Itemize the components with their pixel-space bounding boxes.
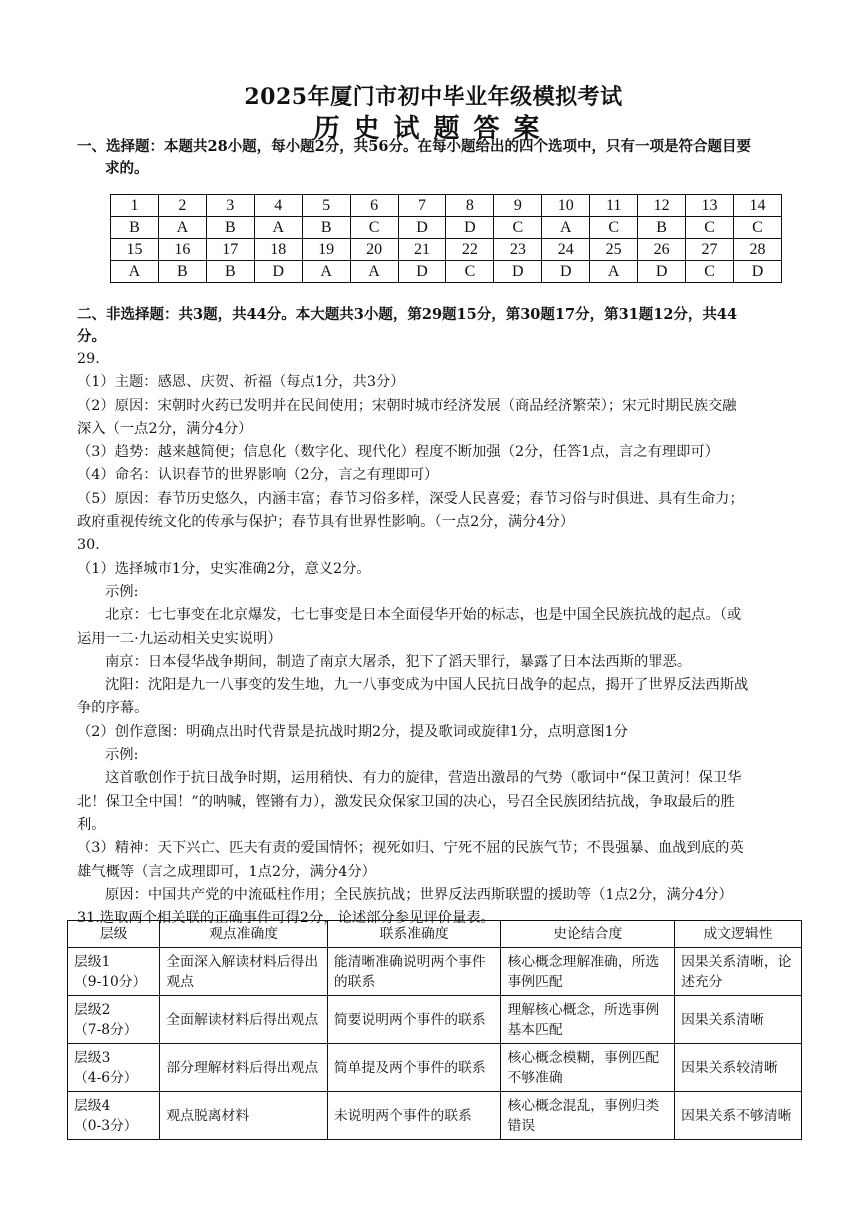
rubric-criteria-cell: 全面深入解读材料后得出观点: [160, 948, 328, 996]
question-number-cell: 18: [254, 239, 302, 261]
answer-letter-cell: B: [302, 217, 350, 239]
answer-letter-cell: C: [446, 261, 494, 283]
answer-letter-cell: A: [254, 217, 302, 239]
rubric-criteria-cell: 简要说明两个事件的联系: [327, 996, 501, 1044]
answer-letter-cell: A: [350, 261, 398, 283]
question-number-cell: 14: [733, 195, 781, 217]
answer-letter-cell: D: [254, 261, 302, 283]
answer-line: （1）选择城市1分，史实准确2分，意义2分。: [77, 560, 371, 577]
rubric-level-cell: 层级1 （9-10分）: [68, 948, 160, 996]
answer-letter-cell: C: [686, 217, 734, 239]
exam-title: 2025年厦门市初中毕业年级模拟考试: [244, 84, 623, 110]
answer-letter-cell: A: [590, 261, 638, 283]
question-number-cell: 21: [398, 239, 446, 261]
question-number-cell: 20: [350, 239, 398, 261]
answer-letter-cell: B: [158, 261, 206, 283]
choice-answer-table: [110, 194, 782, 283]
question-number-cell: 13: [686, 195, 734, 217]
question-number-cell: 16: [158, 239, 206, 261]
answer-line: 北！保卫全中国！”的呐喊，铿锵有力），激发民众保家卫国的决心，号召全民族团结抗战，争取最后的胜: [77, 793, 735, 810]
rubric-criteria-cell: 因果关系清晰，论述充分: [675, 948, 802, 996]
section2-heading: [77, 304, 797, 348]
answer-letter-cell: B: [206, 261, 254, 283]
answer-line: 29.: [77, 351, 100, 367]
question-number-cell: 6: [350, 195, 398, 217]
rubric-level-cell: 层级3 （4-6分）: [68, 1044, 160, 1092]
answer-line: 争的序幕。: [77, 700, 149, 717]
answer-line: （3）趋势：越来越简便；信息化（数字化、现代化）程度不断加强（2分，任答1点，言之有理即可）: [77, 444, 720, 461]
section1-heading: [77, 136, 797, 180]
answer-letter-cell: A: [111, 261, 159, 283]
answer-line: 31.选取两个相关联的正确事件可得2分，论述部分参见评价量表。: [77, 910, 495, 927]
question-number-cell: 12: [638, 195, 686, 217]
answer-letter-cell: B: [111, 217, 159, 239]
answer-letter-cell: B: [206, 217, 254, 239]
rubric-row: [68, 1044, 802, 1092]
answer-letter-row: [111, 217, 782, 239]
answer-line: 原因：中国共产党的中流砥柱作用；全民族抗战；世界反法西斯联盟的援助等（1点2分，满分4分）: [105, 886, 733, 903]
answer-line: 政府重视传统文化的传承与保护；春节具有世界性影响。（一点2分，满分4分）: [77, 514, 575, 531]
rubric-row: [68, 948, 802, 996]
answer-line: 雄气概等（言之成理即可，1点2分，满分4分）: [77, 863, 376, 880]
answer-letter-cell: A: [302, 261, 350, 283]
rubric-criteria-cell: 核心概念混乱，事例归类错误: [501, 1092, 675, 1140]
answer-line: 30.: [77, 537, 100, 554]
question-number-row: [111, 195, 782, 217]
section2-heading-line1: 二、非选择题：共3题，共44分。本大题共3小题，第29题15分，第30题17分，第31题12分，共44: [77, 306, 738, 323]
rubric-criteria-cell: 能清晰准确说明两个事件的联系: [327, 948, 501, 996]
answer-line: 示例:: [105, 747, 139, 764]
answer-line: 深入（一点2分，满分4分）: [77, 420, 253, 437]
rubric-criteria-cell: 全面解读材料后得出观点: [160, 996, 328, 1044]
rubric-header-cell: 成文逻辑性: [675, 921, 802, 948]
question-number-cell: 2: [158, 195, 206, 217]
question-number-cell: 28: [733, 239, 781, 261]
question-number-cell: 26: [638, 239, 686, 261]
question-number-cell: 9: [494, 195, 542, 217]
rubric-header-row: [68, 921, 802, 948]
answer-letter-cell: D: [733, 261, 781, 283]
answer-letter-cell: D: [398, 217, 446, 239]
rubric-header-cell: 史论结合度: [501, 921, 675, 948]
answer-line: 南京：日本侵华战争期间，制造了南京大屠杀，犯下了滔天罪行，暴露了日本法西斯的罪恶。: [105, 653, 692, 670]
answer-letter-row: [111, 261, 782, 283]
answer-body-text: [77, 348, 799, 930]
rubric-row: [68, 996, 802, 1044]
question-number-cell: 7: [398, 195, 446, 217]
answer-line: （2）原因：宋朝时火药已发明并在民间使用；宋朝时城市经济发展（商品经济繁荣）；宋元时期民族交融: [77, 397, 737, 414]
answer-line: （1）主题：感恩、庆贺、祈福（每点1分，共3分）: [77, 374, 405, 391]
answer-line: 示例:: [105, 583, 139, 600]
question-number-cell: 3: [206, 195, 254, 217]
question-number-cell: 10: [542, 195, 590, 217]
question-number-cell: 27: [686, 239, 734, 261]
answer-letter-cell: D: [494, 261, 542, 283]
answer-line: 运用一二·九运动相关史实说明）: [77, 630, 282, 647]
answer-letter-cell: D: [446, 217, 494, 239]
answer-line: 这首歌创作于抗日战争时期，运用稍快、有力的旋律，营造出激昂的气势（歌词中“保卫黄河！保卫华: [105, 770, 742, 787]
answer-line: （4）命名：认识春节的世界影响（2分，言之有理即可）: [77, 467, 439, 484]
question-number-cell: 24: [542, 239, 590, 261]
question-number-cell: 25: [590, 239, 638, 261]
section1-heading-line1: 一、选择题：本题共28小题，每小题2分，共56分。在每小题给出的四个选项中，只有一项是符合题目要: [77, 138, 751, 155]
answer-line: （5）原因：春节历史悠久，内涵丰富；春节习俗多样，深受人民喜爱；春节习俗与时俱进、具有生命力；: [77, 490, 744, 507]
question-number-cell: 15: [111, 239, 159, 261]
question-number-cell: 11: [590, 195, 638, 217]
rubric-criteria-cell: 因果关系不够清晰: [675, 1092, 802, 1140]
answer-letter-cell: A: [542, 217, 590, 239]
rubric-level-cell: 层级2 （7-8分）: [68, 996, 160, 1044]
section2-heading-line2: 分。: [77, 328, 106, 345]
rubric-criteria-cell: 核心概念理解准确，所选事例匹配: [501, 948, 675, 996]
rubric-row: [68, 1092, 802, 1140]
answer-letter-cell: C: [350, 217, 398, 239]
answer-line: （3）精神：天下兴亡、匹夫有责的爱国情怀；视死如归、宁死不屈的民族气节；不畏强暴、血战到底的英: [77, 840, 744, 857]
answer-letter-cell: C: [733, 217, 781, 239]
rubric-header-cell: 层级: [68, 921, 160, 948]
question-number-cell: 5: [302, 195, 350, 217]
rubric-criteria-cell: 未说明两个事件的联系: [327, 1092, 501, 1140]
rubric-criteria-cell: 简单提及两个事件的联系: [327, 1044, 501, 1092]
question-number-cell: 23: [494, 239, 542, 261]
rubric-criteria-cell: 因果关系较清晰: [675, 1044, 802, 1092]
question-number-cell: 4: [254, 195, 302, 217]
answer-letter-cell: D: [638, 261, 686, 283]
answer-letter-cell: D: [398, 261, 446, 283]
question-number-cell: 8: [446, 195, 494, 217]
answer-letter-cell: D: [542, 261, 590, 283]
evaluation-rubric-table: [67, 920, 802, 1140]
rubric-criteria-cell: 理解核心概念，所选事例基本匹配: [501, 996, 675, 1044]
answer-line: 沈阳：沈阳是九一八事变的发生地，九一八事变成为中国人民抗日战争的起点，揭开了世界反法西斯战: [105, 677, 749, 694]
question-number-cell: 19: [302, 239, 350, 261]
question-number-cell: 1: [111, 195, 159, 217]
rubric-level-cell: 层级4 （0-3分）: [68, 1092, 160, 1140]
rubric-criteria-cell: 因果关系清晰: [675, 996, 802, 1044]
answer-line: （2）创作意图：明确点出时代背景是抗战时期2分，提及歌词或旋律1分，点明意图1分: [77, 723, 629, 740]
answer-letter-cell: C: [494, 217, 542, 239]
rubric-criteria-cell: 核心概念模糊，事例匹配不够准确: [501, 1044, 675, 1092]
answer-line: 北京：七七事变在北京爆发，七七事变是日本全面侵华开始的标志，也是中国全民族抗战的起点。（或: [105, 607, 742, 624]
answer-line: 利。: [77, 816, 106, 833]
answer-letter-cell: B: [638, 217, 686, 239]
question-number-row: [111, 239, 782, 261]
answer-letter-cell: A: [158, 217, 206, 239]
answer-subtitle: 历史试题答案: [313, 114, 554, 144]
rubric-header-cell: 联系准确度: [327, 921, 501, 948]
question-number-cell: 17: [206, 239, 254, 261]
rubric-criteria-cell: 部分理解材料后得出观点: [160, 1044, 328, 1092]
rubric-criteria-cell: 观点脱离材料: [160, 1092, 328, 1140]
rubric-header-cell: 观点准确度: [160, 921, 328, 948]
answer-letter-cell: C: [590, 217, 638, 239]
section1-heading-line2: 求的。: [105, 160, 149, 177]
answer-letter-cell: C: [686, 261, 734, 283]
question-number-cell: 22: [446, 239, 494, 261]
